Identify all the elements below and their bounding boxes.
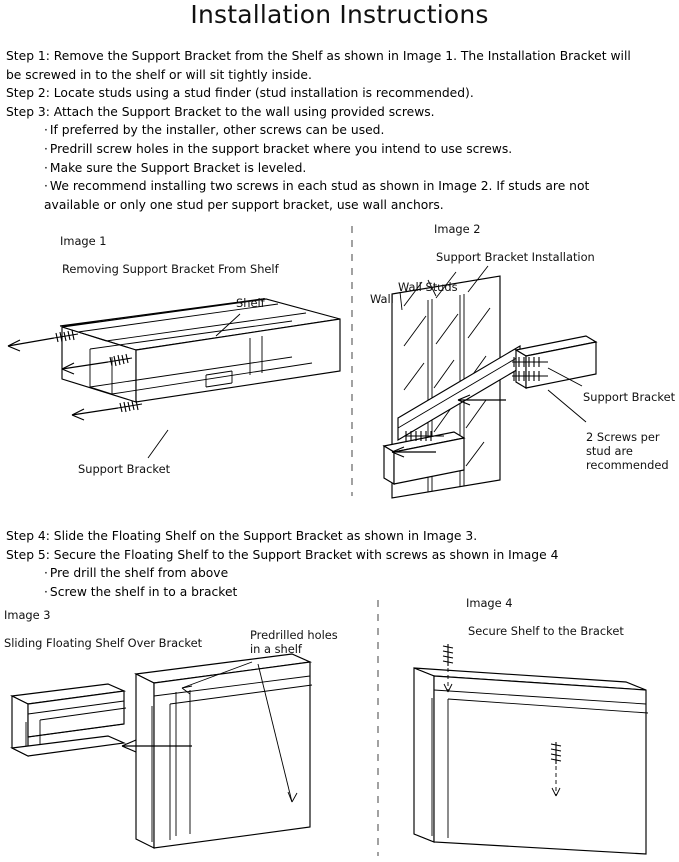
list-item: · Predrill screw holes in the support bracket where you intend to use screws. [44, 140, 636, 159]
image2-label-wall-studs: Wall Studs [398, 280, 458, 294]
image2-label-support-bracket: Support Bracket [583, 390, 676, 404]
image2-title: Image 2 [434, 222, 481, 236]
step-1: Step 1: Remove the Support Bracket from the Shelf as shown in Image 1. The Installation Bracket will be screwed in to the shelf or will sit tightly inside. [6, 49, 631, 82]
figure-row-1 [0, 218, 679, 518]
image1-subtitle: Removing Support Bracket From Shelf [62, 262, 279, 276]
image4-subtitle: Secure Shelf to the Bracket [468, 624, 624, 638]
image3-shelf-drawing [122, 654, 312, 848]
image2-label-wall: Wall [370, 292, 394, 306]
image2-wall-drawing [384, 266, 596, 498]
image2-wall-leader [400, 292, 402, 310]
image1-title: Image 1 [60, 234, 107, 248]
step-2: Step 2: Locate studs using a stud finder (stud installation is recommended). [6, 86, 474, 101]
list-item: · Make sure the Support Bracket is leveled. [44, 159, 636, 178]
step-3: Step 3: Attach the Support Bracket to the wall using provided screws. [6, 104, 435, 119]
image2-subtitle: Support Bracket Installation [436, 250, 595, 264]
list-item: · We recommend installing two screws in each stud as shown in Image 2. If studs are not available or only one stud per support bracket, use wall anchors. [12, 177, 636, 214]
list-item: · Pre drill the shelf from above [44, 564, 646, 583]
image3-subtitle: Sliding Floating Shelf Over Bracket [4, 636, 203, 650]
image3-title: Image 3 [4, 608, 51, 622]
steps-bottom [6, 527, 646, 601]
image1-bracket-leader [148, 430, 168, 458]
step-5: Step 5: Secure the Floating Shelf to the Support Bracket with screws as shown in Image 4 [6, 547, 559, 562]
list-item: · If preferred by the installer, other screws can be used. [44, 121, 636, 140]
step-3-bullets [6, 121, 636, 214]
image4-title: Image 4 [466, 596, 513, 610]
step-4: Step 4: Slide the Floating Shelf on the Support Bracket as shown in Image 3. [6, 529, 478, 543]
image1-label-support-bracket: Support Bracket [78, 462, 171, 476]
image4-shelf-drawing [414, 644, 648, 854]
image2-label-screws-note: 2 Screws per stud are recommended [586, 430, 669, 472]
list-item: · Screw the shelf in to a bracket [44, 583, 646, 602]
image3-bracket-drawing [12, 684, 126, 756]
image1-label-shelf: Shelf [236, 296, 265, 310]
image3-label-predrilled-holes: Predrilled holes in a shelf [250, 628, 338, 656]
image2-screws-leader [548, 390, 586, 422]
steps-top [6, 47, 636, 214]
page-title: Installation Instructions [190, 0, 489, 29]
image1-shelf-drawing [60, 299, 340, 402]
figure-row-2 [0, 596, 679, 862]
